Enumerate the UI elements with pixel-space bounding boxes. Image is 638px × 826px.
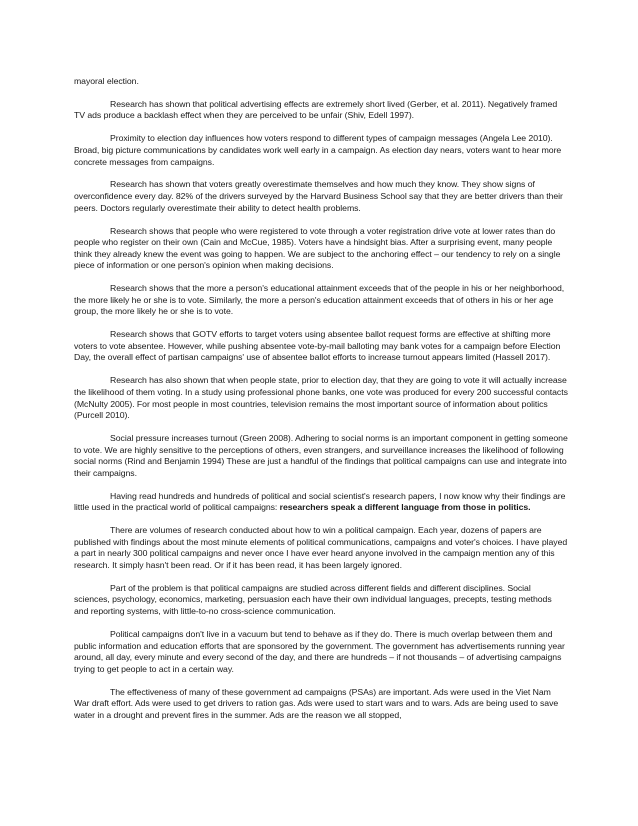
paragraph-5: Research shows that people who were registered to vote through a voter registration drive vote at lower rates than do people who register on their own (Cain and McCue, 1985). Voters have a hindsight bias. After a surprising event, many people think they already knew the event was going to happen. We are subject to the anchoring effect – our tendency to rely on a single piece of information or one person's opinion when making decisions. <box>74 225 561 271</box>
bold-emphasis: researchers speak a different language from those in politics. <box>279 502 531 513</box>
paragraph-9: Social pressure increases turnout (Green 2008). Adhering to social norms is an important component in getting someone to vote. We are highly sensitive to the perceptions of others, even strangers, and surveillance increases the likelihood of following social norms (Rind and Benjamin 1994) These are just a handful of the findings that political campaigns can use and integrate into their campaigns. <box>74 433 568 478</box>
paragraph-10: Having read hundreds and hundreds of political and social scientist's research papers, I now know why their findings are little used in the practical world of political campaigns: researchers speak a different language from those in politics. <box>74 490 566 513</box>
paragraph-8: Research has also shown that when people state, prior to election day, that they are going to vote it will actually increase the likelihood of them voting. In a study using professional phone banks, one vote was produced for every 200 successful contacts (McNulty 2005). For most people in most countries, television remains the most important source of information about politics (Purcell 2010). <box>74 375 568 421</box>
paragraph-7: Research shows that GOTV efforts to target voters using absentee ballot request forms are effective at shifting more voters to vote absentee. However, while pushing absentee vote-by-mail balloting may bank votes for a campaign before Election Day, the overall effect of partisan campaigns' use of absentee ballot efforts to increase turnout appears limited (Hassell 2017). <box>74 329 561 363</box>
paragraph-4: Research has shown that voters greatly overestimate themselves and how much they know. They show signs of overconfidence every day. 82% of the drivers surveyed by the Harvard Business School say that they are better drivers than their peers. Doctors regularly overestimate their ability to detect health problems. <box>74 179 563 213</box>
paragraph-3: Proximity to election day influences how voters respond to different types of campaign messages (Angela Lee 2010). Broad, big picture communications by candidates work well early in a campaign. As election day nears, voters want to hear more concrete messages from campaigns. <box>74 133 562 167</box>
document-body <box>74 76 568 733</box>
paragraph-11: There are volumes of research conducted about how to win a political campaign. Each year, dozens of papers are published with findings about the most minute elements of political communications, campaigns and voter's choices. I have played a part in nearly 300 political campaigns and never once I have ever heard anyone involved in the campaign mention any of this research. It simply hasn't been read. Or if it has been read, it has been largely ignored. <box>74 525 568 570</box>
paragraph-13: Political campaigns don't live in a vacuum but tend to behave as if they do. There is much overlap between them and public information and education efforts that are sponsored by the government. The government has advertisements running year around, all day, every minute and every second of the day, and there are hundreds – if not thousands – of advertising campaigns trying to get people to act in a certain way. <box>74 628 565 674</box>
paragraph-2: Research has shown that political advertising effects are extremely short lived (Gerber, et al. 2011). Negatively framed TV ads produce a backlash effect when they are perceived to be unfair (Shiv, Edell 1997). <box>74 98 558 121</box>
paragraph-14: The effectiveness of many of these government ad campaigns (PSAs) are important. Ads were used in the Viet Nam War draft effort. Ads were used to get drivers to ration gas. Ads were used to start wars and to wars. Ads are being used to save water in a drought and prevent fires in the summer. Ads are the reason we all stopped, <box>74 686 559 720</box>
paragraph-12: Part of the problem is that political campaigns are studied across different fields and different disciplines. Social sciences, psychology, economics, marketing, persuasion each have their own individual languages, precepts, testing methods and reporting systems, with little-to-no cross-science communication. <box>74 582 552 617</box>
paragraph-1: mayoral election. <box>74 76 139 86</box>
paragraph-6: Research shows that the more a person's educational attainment exceeds that of the people in his or her neighborhood, the more likely he or she is to vote. Similarly, the more a person's education attainment exceeds that of others in his or her age group, the more likely he or she is to vote. <box>74 283 565 317</box>
